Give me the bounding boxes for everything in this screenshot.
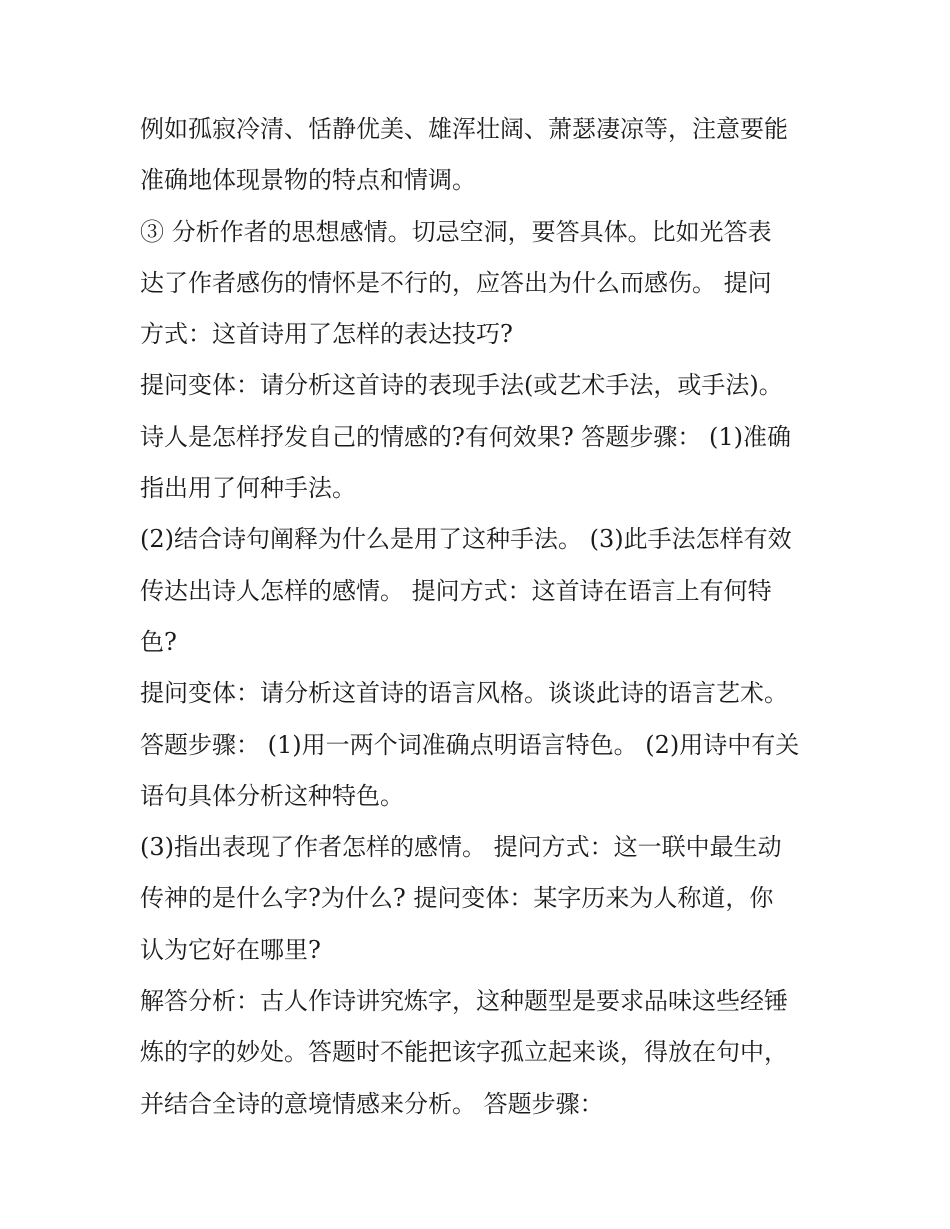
text-line: 并结合全诗的意境情感来分析。 答题步骤：	[140, 1089, 604, 1118]
text-line: 达了作者感伤的情怀是不行的，应答出为什么而感伤。 提问	[140, 268, 772, 297]
text-line: (2)结合诗句阐释为什么是用了这种手法。 (3)此手法怎样有效	[140, 525, 792, 554]
text-line: 诗人是怎样抒发自己的情感的?有何效果? 答题步骤： (1)准确	[140, 422, 791, 451]
text-line: 方式：这首诗用了怎样的表达技巧?	[140, 320, 513, 349]
text-line: 炼的字的妙处。答题时不能把该字孤立起来谈，得放在句中，	[140, 1038, 788, 1067]
text-line: 语句具体分析这种特色。	[140, 781, 404, 810]
body-text	[140, 104, 820, 1130]
text-line: 传达出诗人怎样的感情。 提问方式：这首诗在语言上有何特	[140, 576, 772, 605]
text-line: 认为它好在哪里?	[140, 935, 321, 964]
text-line: 解答分析：古人作诗讲究炼字，这种题型是要求品味这些经锤	[140, 987, 788, 1016]
text-line: 色?	[140, 627, 177, 656]
text-line: 提问变体：请分析这首诗的表现手法(或艺术手法，或手法)。	[140, 371, 783, 400]
text-line: ③ 分析作者的思想感情。切忌空洞，要答具体。比如光答表	[140, 217, 772, 246]
text-line: 提问变体：请分析这首诗的语言风格。谈谈此诗的语言艺术。	[140, 679, 788, 708]
text-line: 例如孤寂冷清、恬静优美、雄浑壮阔、萧瑟凄凉等，注意要能	[140, 115, 788, 143]
text-line: 答题步骤： (1)用一两个词准确点明语言特色。 (2)用诗中有关	[140, 730, 800, 759]
text-line: 准确地体现景物的特点和情调。	[140, 166, 476, 195]
text-line: 传神的是什么字?为什么? 提问变体：某字历来为人称道，你	[140, 884, 774, 913]
text-line: (3)指出表现了作者怎样的感情。 提问方式：这一联中最生动	[140, 833, 782, 862]
text-line: 指出用了何种手法。	[140, 474, 356, 503]
